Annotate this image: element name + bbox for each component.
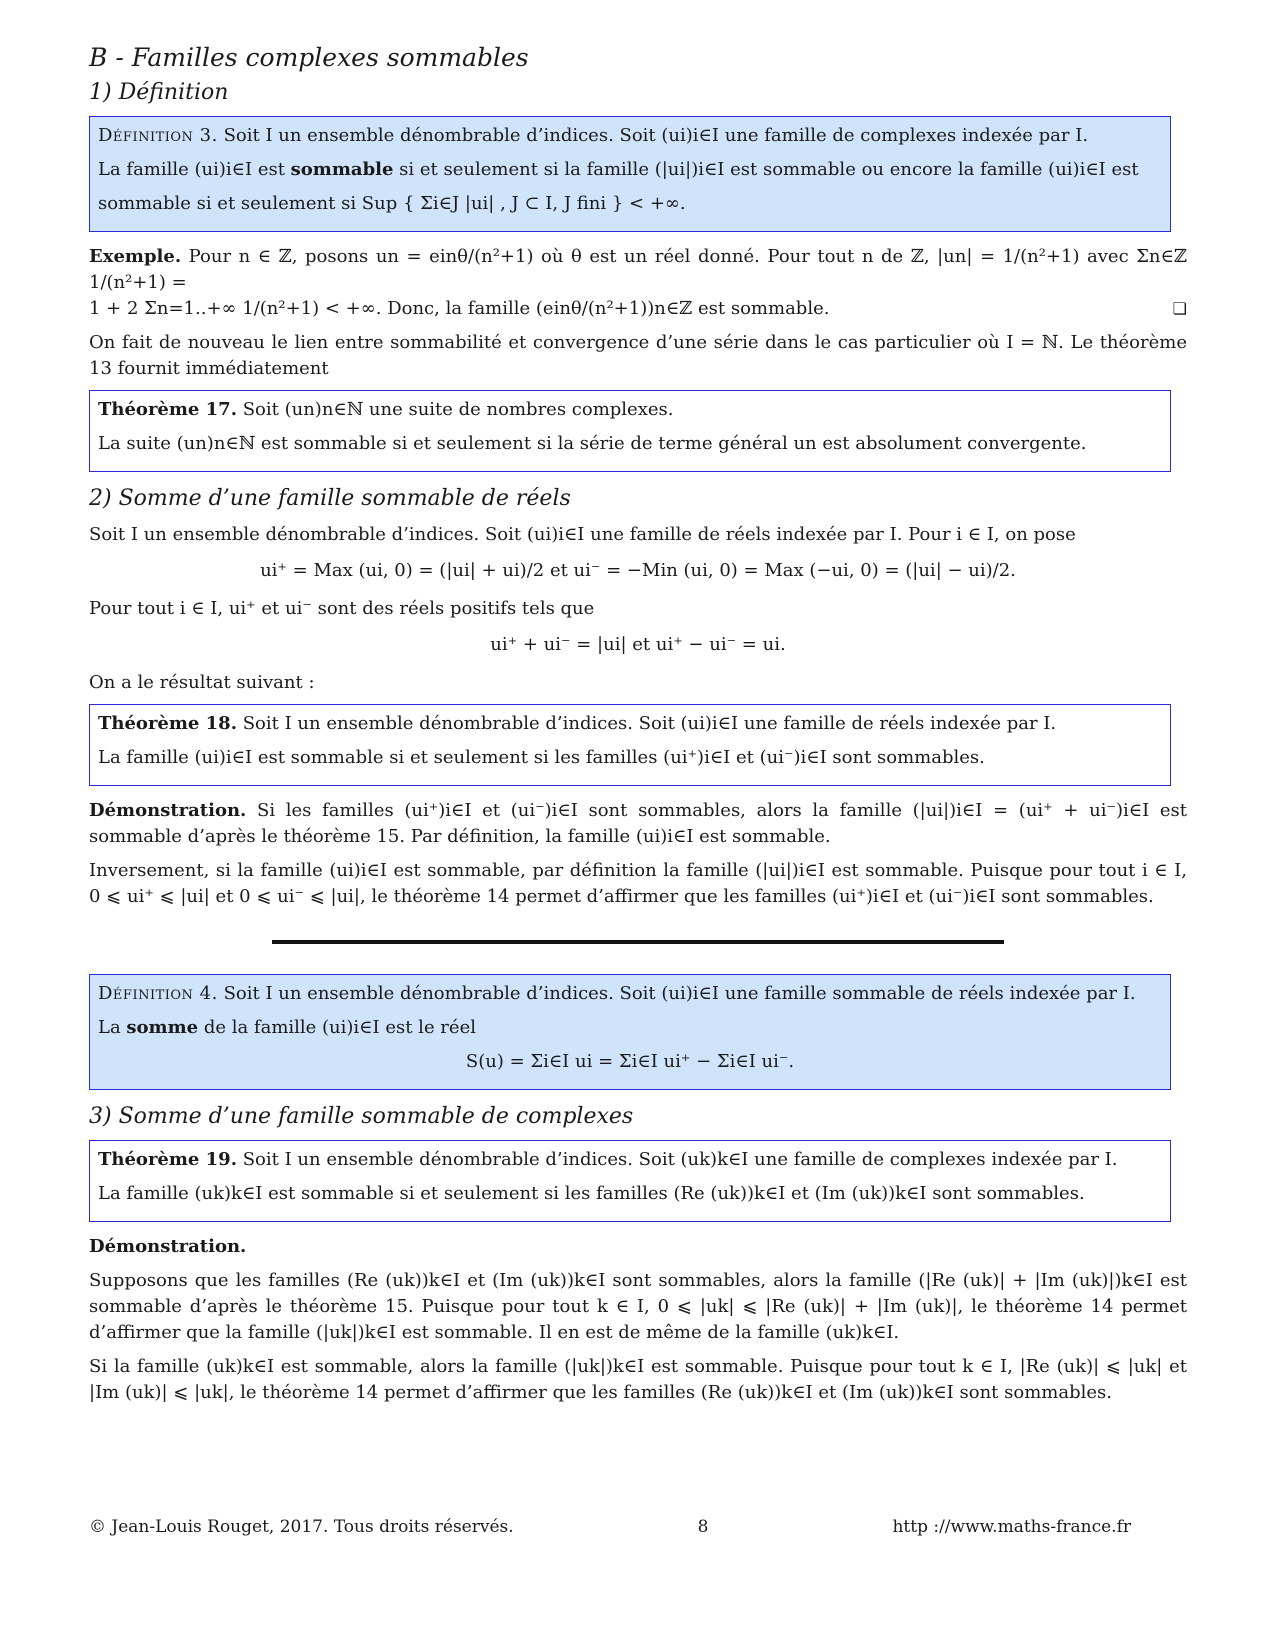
thm17-label: Théorème 17. [98,399,237,420]
theorem-18-box: Théorème 18. Soit I un ensemble dénombrable d’indices. Soit (ui)i∈I une famille de réels indexée par I. La famille (ui)i∈I est sommable si et seulement si les familles (ui⁺)i∈I et (ui⁻)i∈I sont sommables. [89,704,1171,786]
def3-label: Définition 3. [98,125,218,146]
equation-sum-diff: ui⁺ + ui⁻ = |ui| et ui⁺ − ui⁻ = ui. [490,634,786,655]
qed-icon: ❏ [1172,299,1187,318]
def4-equation: S(u) = Σi∈I ui = Σi∈I ui⁺ − Σi∈I ui⁻. [465,1051,795,1072]
subsection-definition: 1) Définition [89,80,229,105]
demo1-label: Démonstration. [89,800,247,821]
section-title: B - Familles complexes sommables [89,43,529,72]
theorem-19-box: Théorème 19. Soit I un ensemble dénombrable d’indices. Soit (uk)k∈I une famille de complexes indexée par I. La famille (uk)k∈I est sommable si et seulement si les familles (Re (uk))k∈I et (Im (uk))k∈I sont sommables. [89,1140,1171,1222]
page-footer [89,1517,1131,1537]
definition-4-box: Définition 4. Soit I un ensemble dénombrable d’indices. Soit (ui)i∈I une famille sommable de réels indexée par I. La somme de la famille (ui)i∈I est le réel S(u) = Σi∈I ui = Σi∈I ui⁺ − Σi∈I ui⁻. [89,974,1171,1090]
definition-3-box [89,116,1171,232]
demo2-label: Démonstration. [89,1236,247,1257]
demo1-p2: Inversement, si la famille (ui)i∈I est sommable, par définition la famille (|ui|)i∈I est sommable. Puisque pour tout i ∈ I, 0 ⩽ ui⁺ ⩽ |ui| et 0 ⩽ ui⁻ ⩽ |ui|, le théorème 14 permet d’affirmer que les familles (ui⁺)i∈I et (ui⁻)i∈I sont sommables. [89,860,1187,907]
thm19-label: Théorème 19. [98,1149,237,1170]
footer-url: http ://www.maths-france.fr [892,1517,1131,1537]
def3-line3: sommable si et seulement si Sup { Σi∈J |ui| , J ⊂ I, J fini } < +∞. [98,193,686,214]
demo2-p2: Si la famille (uk)k∈I est sommable, alors la famille (|uk|)k∈I est sommable. Puisque pour tout k ∈ I, |Re (uk)| ⩽ |uk| et |Im (uk)| ⩽ |uk|, le théorème 14 permet d’affirmer que les familles (Re (uk))k∈I et (Im (uk))k∈I sont sommables. [89,1356,1187,1403]
page-content [89,36,1187,1414]
paragraph-link: On fait de nouveau le lien entre sommabilité et convergence d’une série dans le cas particulier où I = ℕ. Le théorème 13 fournit immédiatement [89,332,1187,379]
theorem-17-box: Théorème 17. Soit (un)n∈ℕ une suite de nombres complexes. La suite (un)n∈ℕ est sommable si et seulement si la série de terme général un est absolument convergente. [89,390,1171,472]
separator-rule [272,940,1004,944]
example-paragraph: Exemple. Pour n ∈ ℤ, posons un = einθ/(n²+1) où θ est un réel donné. Pour tout n de ℤ, |un| = 1/(n²+1) avec Σn∈ℤ 1/(n²+1) = 1 + 2 Σn=1..+∞ 1/(n²+1) < +∞. Donc, la famille (einθ/(n²+1))n∈ℤ est sommable. ❏ [89,244,1187,322]
def4-label: Définition 4. [98,983,218,1004]
paragraph-positifs: Pour tout i ∈ I, ui⁺ et ui⁻ sont des réels positifs tels que [89,598,595,619]
subsection-somme-complexes: 3) Somme d’une famille sommable de complexes [89,1104,634,1129]
def3-line2: La famille (ui)i∈I est sommable si et seulement si la famille (|ui|)i∈I est sommable ou encore la famille (ui)i∈I est [98,159,1139,180]
thm18-label: Théorème 18. [98,713,237,734]
paragraph-pose: Soit I un ensemble dénombrable d’indices. Soit (ui)i∈I une famille de réels indexée par I. Pour i ∈ I, on pose [89,524,1076,545]
demo2-p1: Supposons que les familles (Re (uk))k∈I et (Im (uk))k∈I sont sommables, alors la famille (|Re (uk)| + |Im (uk)|)k∈I est sommable d’après le théorème 15. Puisque pour tout k ∈ I, 0 ⩽ |uk| ⩽ |Re (uk)| + |Im (uk)|, le théorème 14 permet d’affirmer que la famille (|uk|)k∈I est sommable. Il en est de même de la famille (uk)k∈I. [89,1270,1187,1343]
paragraph-resultat: On a le résultat suivant : [89,672,315,693]
demo1-p1: Démonstration. Si les familles (ui⁺)i∈I et (ui⁻)i∈I sont sommables, alors la famille (|ui|)i∈I = (ui⁺ + ui⁻)i∈I est sommable d’après le théorème 15. Par définition, la famille (ui)i∈I est sommable. [89,800,1187,847]
subsection-somme-reels: 2) Somme d’une famille sommable de réels [89,486,571,511]
equation-parts: ui⁺ = Max (ui, 0) = (|ui| + ui)/2 et ui⁻ = −Min (ui, 0) = Max (−ui, 0) = (|ui| − ui)/2. [260,560,1016,581]
page-number: 8 [697,1517,709,1537]
def3-line1: Définition 3. Soit I un ensemble dénombrable d’indices. Soit (ui)i∈I une famille de complexes indexée par I. [98,125,1089,146]
example-label: Exemple. [89,246,182,267]
footer-copyright: © Jean-Louis Rouget, 2017. Tous droits réservés. [89,1517,514,1537]
